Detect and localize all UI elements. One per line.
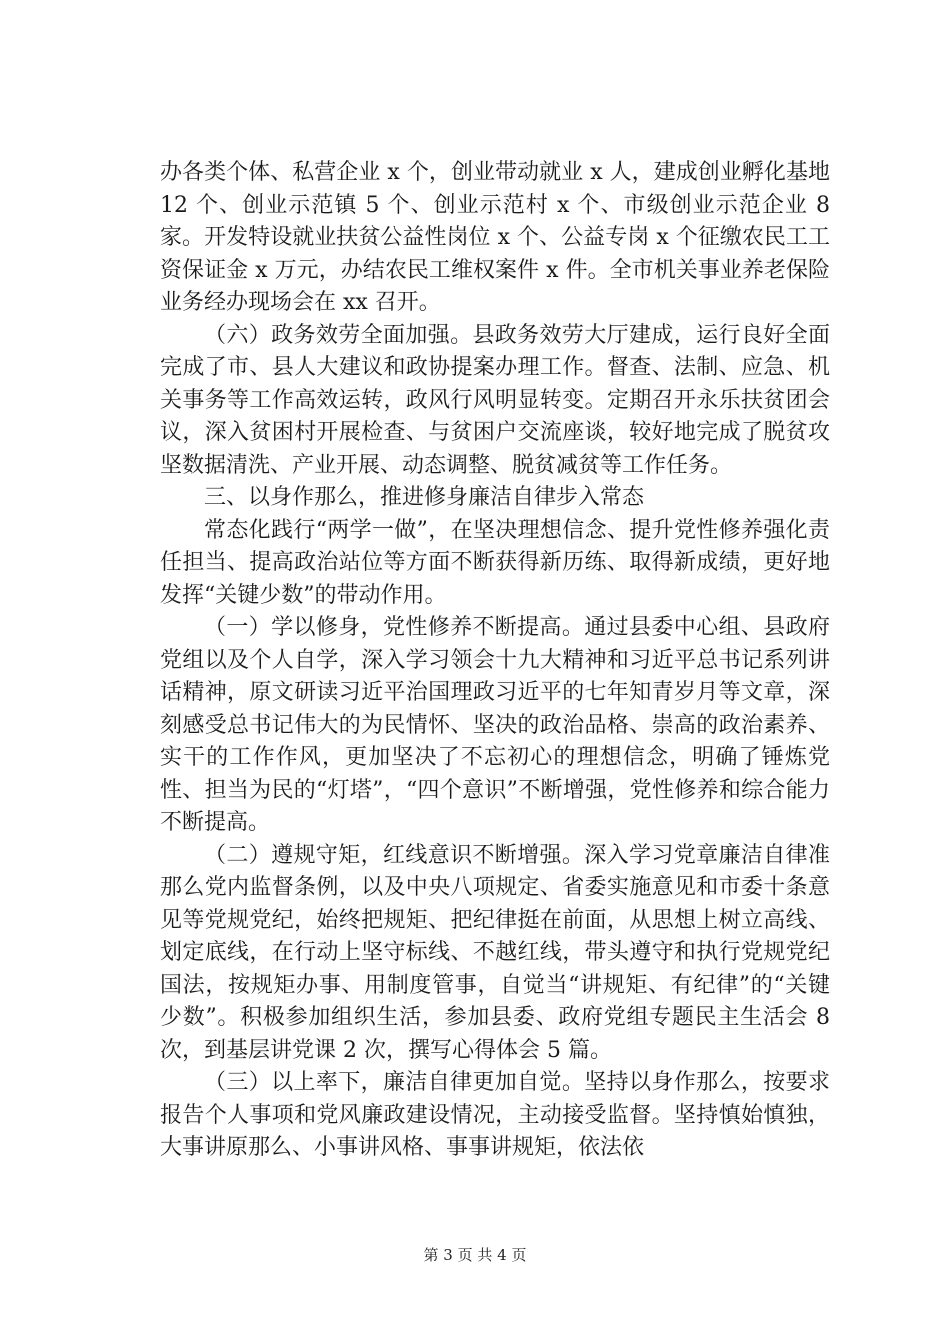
paragraph-continuation: 办各类个体、私营企业 x 个，创业带动就业 x 人，建成创业孵化基地 12 个、创业示范镇 5 个、创业示范村 x 个、市级创业示范企业 8 家。开发特设就业扶贫公益性岗位 x 个、公益专岗 x 个征缴农民工工资保证金 x 万元，办结农民工维权案件 x 件。全市机关事业养老保险业务经办现场会在 xx 召开。 (160, 160, 830, 315)
page-number-footer: 第 3 页 共 4 页 (423, 1246, 527, 1264)
section-heading-3: 三、以身作那么，推进修身廉洁自律步入常态 (204, 485, 645, 510)
paragraph-section-6: （六）政务效劳全面加强。县政务效劳大厅建成，运行良好全面完成了市、县人大建议和政协提案办理工作。督查、法制、应急、机关事务等工作高效运转，政风行风明显转变。定期召开永乐扶贫团会议，深入贫困村开展检查、与贫困户交流座谈，较好地完成了脱贫攻坚数据清洗、产业开展、动态调整、脱贫减贫等工作任务。 (160, 322, 830, 478)
paragraph-item-3: （三）以上率下，廉洁自律更加自觉。坚持以身作那么，按要求报告个人事项和党风廉政建设情况，主动接受监督。坚持慎始慎独，大事讲原那么、小事讲风格、事事讲规矩，依法依 (160, 1070, 830, 1160)
paragraph-item-2: （二）遵规守矩，红线意识不断增强。深入学习党章廉洁自律准那么党内监督条例，以及中央八项规定、省委实施意见和市委十条意见等党规党纪，始终把规矩、把纪律挺在前面，从思想上树立高线、划定底线，在行动上坚守标线、不越红线，带头遵守和执行党规党纪国法，按规矩办事、用制度管事，自觉当“讲规矩、有纪律”的“关键少数”。积极参加组织生活，参加县委、政府党组专题民主生活会 8 次，到基层讲党课 2 次，撰写心得体会 5 篇。 (160, 842, 830, 1063)
paragraph-intro: 常态化践行“两学一做”，在坚决理想信念、提升党性修养强化责任担当、提高政治站位等方面不断获得新历练、取得新成绩，更好地发挥“关键少数”的带动作用。 (160, 517, 830, 608)
paragraph-item-1: （一）学以修身，党性修养不断提高。通过县委中心组、县政府党组以及个人自学，深入学习领会十九大精神和习近平总书记系列讲话精神，原文研读习近平治国理政习近平的七年知青岁月等文章，深刻感受总书记伟大的为民情怀、坚决的政治品格、崇高的政治素养、实干的工作作风，更加坚决了不忘初心的理想信念，明确了锤炼党性、担当为民的“灯塔”，“四个意识”不断增强，党性修养和综合能力不断提高。 (160, 615, 830, 835)
document-body (160, 157, 830, 1165)
